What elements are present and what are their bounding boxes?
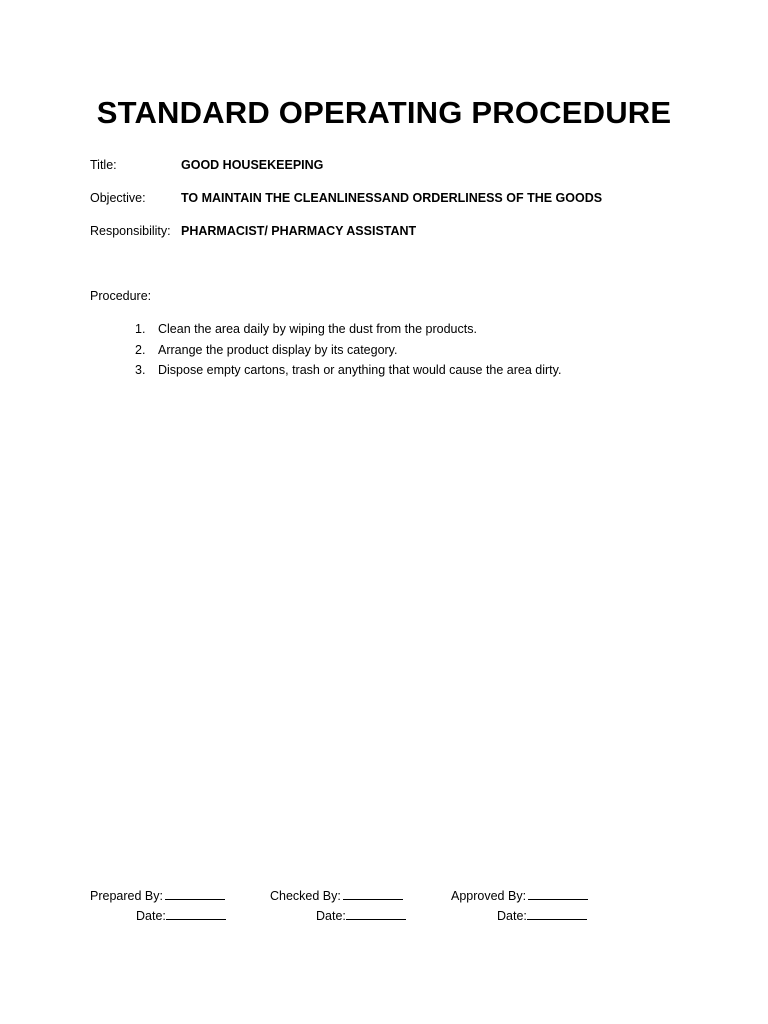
- procedure-label: Procedure:: [90, 289, 152, 303]
- approved-date-label: Date:: [497, 909, 527, 923]
- checked-by-field: [270, 888, 403, 904]
- procedure-item-number: 2.: [135, 342, 146, 357]
- approved-by-label: Approved By:: [451, 889, 527, 903]
- procedure-item-text: Dispose empty cartons, trash or anything that would cause the area dirty.: [158, 363, 562, 377]
- objective-value: TO MAINTAIN THE CLEANLINESSAND ORDERLINESS OF THE GOODS: [181, 191, 603, 205]
- objective-label: Objective:: [90, 191, 146, 205]
- responsibility-label: Responsibility:: [90, 224, 171, 238]
- checked-date-label: Date:: [316, 909, 346, 923]
- checked-by-label: Checked By:: [270, 889, 341, 903]
- procedure-item-number: 1.: [135, 322, 146, 336]
- prepared-date-blank: [166, 908, 226, 920]
- prepared-date-field: [136, 908, 226, 924]
- checked-date-blank: [346, 908, 406, 920]
- prepared-by-field: [90, 888, 225, 904]
- approved-date-blank: [527, 908, 587, 920]
- approved-date-field: [497, 908, 587, 924]
- prepared-by-blank: [165, 888, 225, 900]
- document-heading: STANDARD OPERATING PROCEDURE: [96, 95, 672, 130]
- procedure-item-number: 3.: [135, 363, 146, 377]
- approved-by-blank: [528, 888, 588, 900]
- approved-by-field: [451, 888, 588, 904]
- procedure-item-text: Clean the area daily by wiping the dust from the products.: [158, 322, 477, 336]
- checked-date-field: [316, 908, 406, 924]
- title-label: Title:: [90, 158, 117, 172]
- responsibility-value: PHARMACIST/ PHARMACY ASSISTANT: [181, 224, 417, 238]
- prepared-date-label: Date:: [136, 909, 166, 923]
- procedure-item-text: Arrange the product display by its category.: [158, 342, 398, 357]
- checked-by-blank: [343, 888, 403, 900]
- prepared-by-label: Prepared By:: [90, 889, 163, 903]
- title-value: GOOD HOUSEKEEPING: [181, 158, 324, 172]
